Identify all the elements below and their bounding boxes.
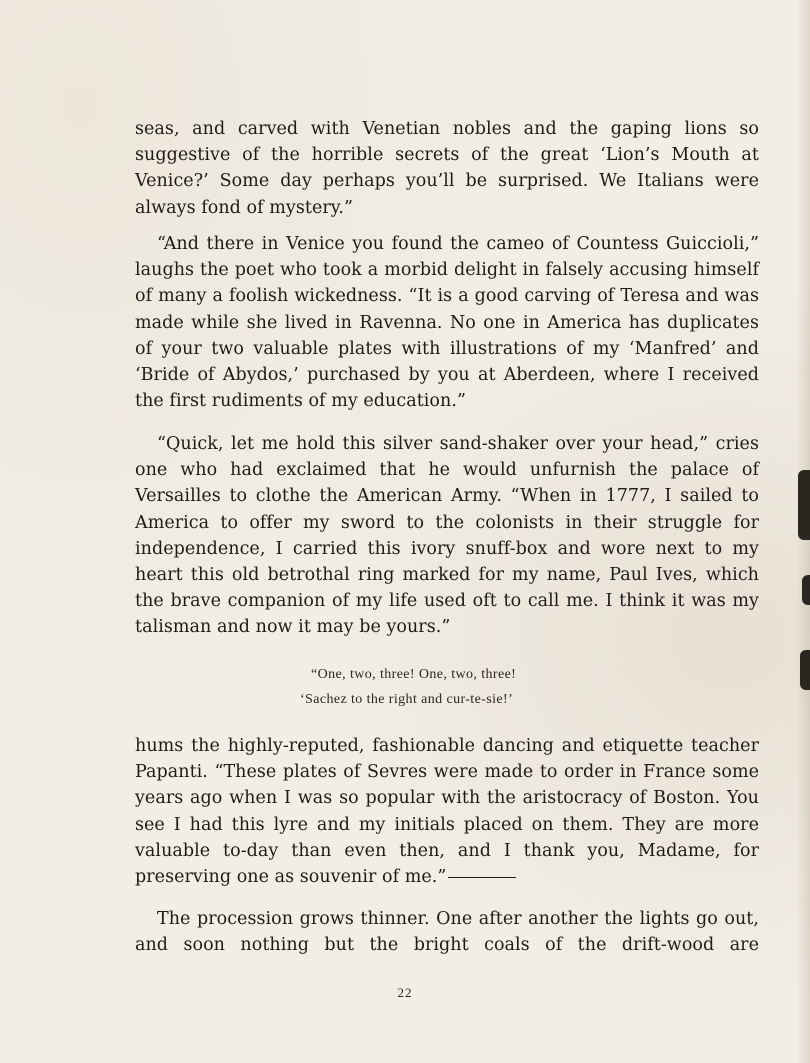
paragraph-procession: The procession grows thinner. One after another the lights go out, and soon nothing but the bright coals of the drift-wood are [135,909,759,956]
paragraph-papanti-text: hums the highly-reputed, fashionable dancing and etiquette teacher Papanti. “These plates of Sevres were made to order in France some years ago when I was so popular with the aristocracy of Boston. You see I had this lyre and my initials placed on them. They are more valuable to-day than even then, and I thank you, Madame, for preserving one as souvenir of me.” [135,736,759,888]
em-dash-rule [448,877,516,878]
verse-line: “One, two, three! One, two, three! [311,667,517,682]
page-tear [802,575,810,605]
paragraph-papanti [135,733,759,890]
paragraph-continuation: seas, and carved with Venetian nobles and the gaping lions so suggestive of the horrible secrets of the great ‘Lion’s Mouth at Venice?’ Some day perhaps you’ll be surprised. We Italians were always fond of mystery.” [135,119,759,218]
page-tear [800,650,810,690]
paragraph-byron: “And there in Venice you found the cameo of Countess Guiccioli,” laughs the poet who took a morbid delight in falsely accusing himself of many a foolish wickedness. “It is a good carving of Teresa and was made while she lived in Ravenna. No one in America has duplicates of your two valuable plates with illustrations of my ‘Manfred’ and ‘Bride of Abydos,’ purchased by you at Aberdeen, where I received the first rudiments of my education.” [135,234,759,412]
verse-line: ‘Sachez to the right and cur-te-sie!’ [300,692,514,707]
verse-quote [295,662,625,712]
page-tear [798,470,810,540]
paragraph-lafayette: “Quick, let me hold this silver sand-shaker over your head,” cries one who had exclaimed that he would unfurnish the palace of Versailles to clothe the American Army. “When in 1777, I sailed to America to offer my sword to the colonists in their struggle for independence, I carried this ivory snuff-box and wore next to my heart this old betrothal ring marked for my name, Paul Ives, which the brave companion of my life used oft to call me. I think it was my talisman and now it may be yours.” [135,434,759,638]
page-number: 22 [397,985,413,1000]
